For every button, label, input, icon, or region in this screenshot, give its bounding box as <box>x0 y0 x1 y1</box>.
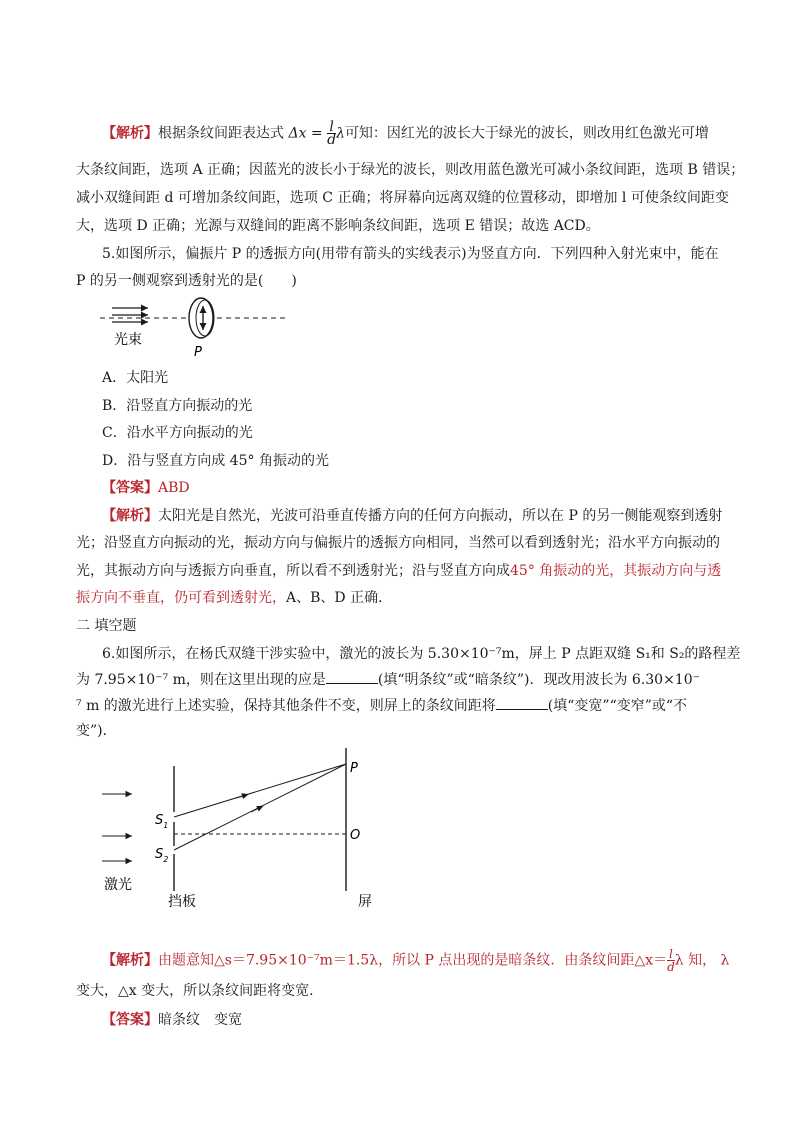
laser-label: 激光 <box>104 877 132 893</box>
q6-stem-line-4: 变”)． <box>76 723 117 739</box>
q5-analysis-line-1: 【解析】太阳光是自然光，光波可沿垂直传播方向的任何方向振动，所以在 P 的另一侧能观察到透射 <box>102 508 723 524</box>
q5-analysis-line-4: 振方向不垂直，仍可看到透射光，A、B、D 正确． <box>76 590 393 606</box>
q5-stem-line-1: 5.如图所示，偏振片 P 的透振方向(用带有箭头的实线表示)为竖直方向．下列四种入射光束中，能在 <box>102 246 719 262</box>
polarizer-disk <box>189 298 213 338</box>
screen-label: 屏 <box>358 894 372 910</box>
q6-stem-line-3: ⁷ m 的激光进行上述实验，保持其他条件不变，则屏上的条纹间距将 (填“变宽”“变窄”或“不 <box>76 695 687 716</box>
s1-label: $S_1$ <box>155 813 169 830</box>
ray-arrow <box>251 807 261 812</box>
q5-stem-line-2: P 的另一侧观察到透射光的是( ) <box>76 273 297 289</box>
polarizer-figure <box>96 296 296 362</box>
o-label: O <box>350 828 361 843</box>
q6-stem-line-1: 6.如图所示，在杨氏双缝干涉实验中，激光的波长为 5.30×10⁻⁷m，屏上 P 点距双缝 S₁和 S₂的路程差 <box>102 646 741 662</box>
q5-answer: 【答案】ABD <box>102 480 190 496</box>
formula-delta-x: Δx = <box>288 125 323 142</box>
q6-answer: 【答案】暗条纹 变宽 <box>102 1012 242 1028</box>
answer-value: ABD <box>158 480 190 496</box>
q5-option-a: A．太阳光 <box>102 370 169 386</box>
polarizer-label: P <box>194 345 202 360</box>
s2-label: $S_2$ <box>155 847 169 864</box>
double-slit-figure <box>96 746 396 918</box>
q6-analysis-line-1: 【解析】由题意知△s＝7.95×10⁻⁷m＝1.5λ，所以 P 点出现的是暗条纹．由条纹间距△x＝ $\frac{l}{d}$ λ 知， λ <box>102 947 730 974</box>
answer-blank-2[interactable] <box>496 695 548 710</box>
q5-option-d: D．沿与竖直方向成 45° 角振动的光 <box>102 453 329 469</box>
analysis-tag: 【解析】 <box>102 125 158 142</box>
p-label: P <box>350 761 358 776</box>
q5-analysis-line-3: 光，其振动方向与透振方向垂直，所以看不到透射光；沿与竖直方向成45° 角振动的光，其振动方向与透 <box>76 563 722 579</box>
q5-analysis-line-2: 光；沿竖直方向振动的光，振动方向与偏振片的透振方向相同，当然可以看到透射光；沿水平方向振动的 <box>76 535 720 551</box>
ray-s1-p <box>174 764 346 817</box>
q4-analysis-line-4: 大，选项 D 正确；光源与双缝间的距离不影响条纹间距，选项 E 错误；故选 ACD。 <box>76 218 600 234</box>
analysis-fraction: $\frac{l}{d}$ <box>667 947 675 974</box>
q5-option-c: C．沿水平方向振动的光 <box>102 425 253 441</box>
q4-analysis-line-3: 减小双缝间距 d 可增加条纹间距，选项 C 正确；将屏幕向远离双缝的位置移动，即增加 l 可使条纹间距变 <box>76 190 729 206</box>
answer-blank-1[interactable] <box>326 669 378 684</box>
ray-arrow <box>236 795 246 798</box>
beam-label: 光束 <box>114 332 142 348</box>
answer-value: 暗条纹 变宽 <box>158 1012 242 1028</box>
formula-fraction: $\frac{l}{d}$ <box>327 119 337 148</box>
section-title: 二 填空题 <box>76 618 137 634</box>
q4-analysis-line-1: 【解析】根据条纹间距表达式 Δx = $\frac{l}{d}$ λ可知：因红光的波长大于绿光的波长，则改用红色激光可增 <box>102 119 709 148</box>
q6-stem-line-2: 为 7.95×10⁻⁷ m，则在这里出现的应是 (填“明条纹”或“暗条纹”)．现改用波长为 6.30×10⁻ <box>76 669 700 690</box>
barrier-label: 挡板 <box>168 894 196 910</box>
q5-option-b: B．沿竖直方向振动的光 <box>102 398 253 414</box>
q4-analysis-line-2: 大条纹间距，选项 A 正确；因蓝光的波长小于绿光的波长，则改用蓝色激光可减小条纹间距，选项 B 错误； <box>76 162 745 178</box>
q6-analysis-line-2: 变大，△x 变大，所以条纹间距将变宽． <box>76 983 324 999</box>
